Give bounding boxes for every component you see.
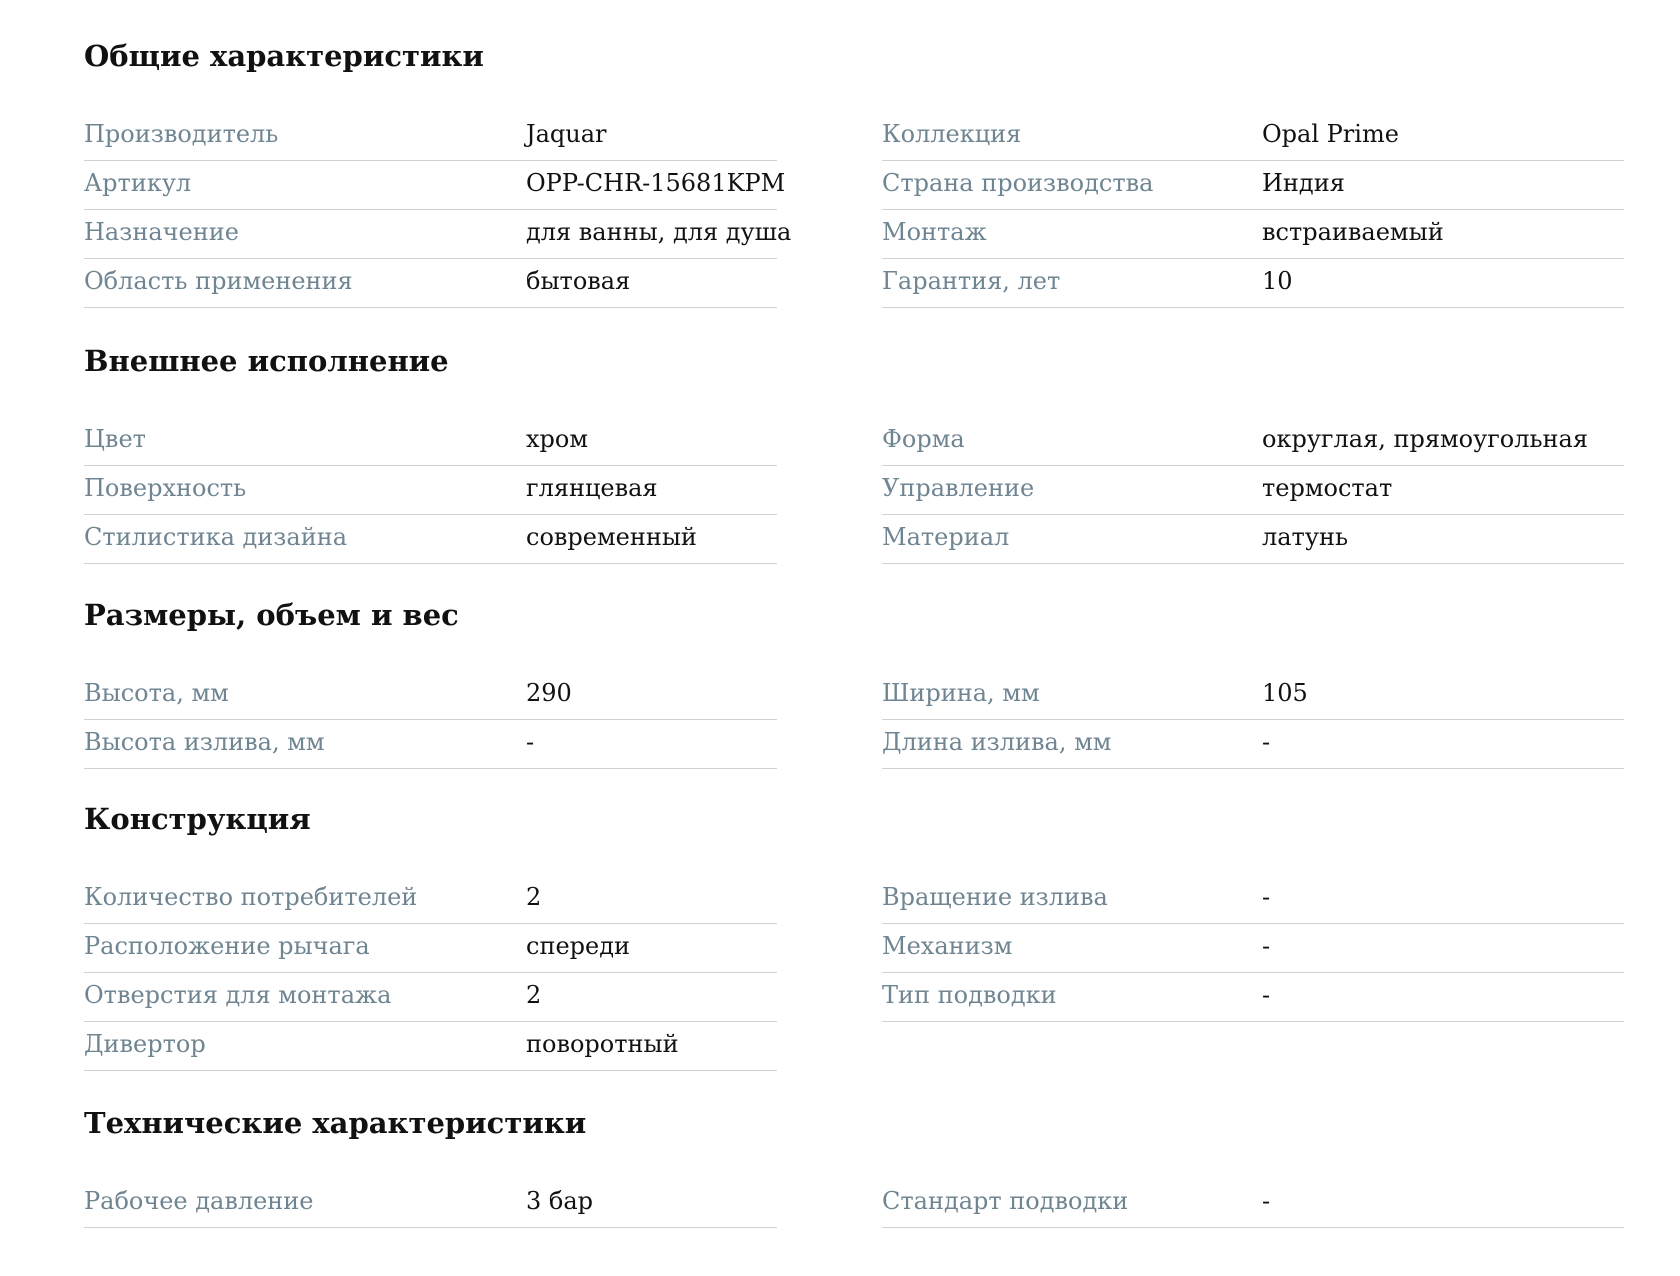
spec-value: Jaquar bbox=[526, 120, 607, 148]
spec-row bbox=[84, 259, 777, 308]
spec-label: Область применения bbox=[84, 267, 353, 295]
spec-value: 10 bbox=[1262, 267, 1293, 295]
spec-row bbox=[882, 259, 1624, 308]
spec-row bbox=[882, 210, 1624, 259]
spec-label: Длина излива, мм bbox=[882, 728, 1112, 756]
spec-row bbox=[84, 924, 777, 973]
spec-label: Цвет bbox=[84, 425, 146, 453]
spec-value: спереди bbox=[526, 932, 630, 960]
spec-row bbox=[882, 417, 1624, 466]
spec-row bbox=[84, 161, 786, 210]
spec-row bbox=[84, 210, 792, 259]
spec-label: Отверстия для монтажа bbox=[84, 981, 392, 1009]
spec-label: Стилистика дизайна bbox=[84, 523, 348, 551]
spec-value: современный bbox=[526, 523, 697, 551]
spec-row bbox=[882, 671, 1624, 720]
section-title: Конструкция bbox=[84, 802, 311, 836]
spec-value: 2 bbox=[526, 883, 542, 911]
spec-value: - bbox=[1262, 981, 1271, 1009]
spec-row bbox=[84, 466, 777, 515]
spec-label: Артикул bbox=[84, 169, 192, 197]
spec-label: Рабочее давление bbox=[84, 1187, 314, 1215]
spec-value: 2 bbox=[526, 981, 542, 1009]
spec-label: Гарантия, лет bbox=[882, 267, 1061, 295]
spec-value: глянцевая bbox=[526, 474, 658, 502]
spec-label: Поверхность bbox=[84, 474, 247, 502]
spec-row bbox=[84, 973, 777, 1022]
spec-column-left bbox=[84, 875, 777, 1071]
spec-row bbox=[84, 720, 777, 769]
spec-label: Форма bbox=[882, 425, 965, 453]
spec-value: Opal Prime bbox=[1262, 120, 1399, 148]
spec-value: термостат bbox=[1262, 474, 1393, 502]
spec-label: Ширина, мм bbox=[882, 679, 1040, 707]
spec-row bbox=[84, 112, 777, 161]
spec-label: Дивертор bbox=[84, 1030, 206, 1058]
spec-row bbox=[84, 671, 777, 720]
spec-value: хром bbox=[526, 425, 589, 453]
spec-value: 290 bbox=[526, 679, 572, 707]
spec-column-left bbox=[84, 1179, 777, 1228]
spec-label: Тип подводки bbox=[882, 981, 1057, 1009]
spec-column-right bbox=[882, 112, 1624, 308]
spec-label: Коллекция bbox=[882, 120, 1022, 148]
spec-label: Страна производства bbox=[882, 169, 1154, 197]
spec-row bbox=[84, 875, 777, 924]
spec-value: встраиваемый bbox=[1262, 218, 1444, 246]
spec-value: - bbox=[526, 728, 535, 756]
spec-column-right bbox=[882, 875, 1624, 1022]
spec-label: Высота излива, мм bbox=[84, 728, 325, 756]
spec-row bbox=[882, 515, 1624, 564]
spec-column-right bbox=[882, 1179, 1624, 1228]
spec-label: Назначение bbox=[84, 218, 239, 246]
spec-label: Производитель bbox=[84, 120, 279, 148]
spec-value: - bbox=[1262, 883, 1271, 911]
spec-label: Количество потребителей bbox=[84, 883, 418, 911]
spec-row bbox=[882, 973, 1624, 1022]
spec-row bbox=[882, 1179, 1624, 1228]
spec-row bbox=[882, 466, 1624, 515]
spec-row bbox=[84, 1022, 777, 1071]
spec-value: - bbox=[1262, 1187, 1271, 1215]
spec-label: Расположение рычага bbox=[84, 932, 370, 960]
spec-value: Индия bbox=[1262, 169, 1345, 197]
spec-row bbox=[882, 924, 1624, 973]
spec-row bbox=[882, 161, 1624, 210]
spec-row bbox=[882, 875, 1624, 924]
section-title: Размеры, объем и вес bbox=[84, 598, 459, 632]
spec-label: Вращение излива bbox=[882, 883, 1108, 911]
spec-row bbox=[84, 515, 777, 564]
spec-column-right bbox=[882, 671, 1624, 769]
spec-value: округлая, прямоугольная bbox=[1262, 425, 1588, 453]
spec-value: 105 bbox=[1262, 679, 1308, 707]
spec-column-left bbox=[84, 112, 792, 308]
spec-value: поворотный bbox=[526, 1030, 679, 1058]
spec-row bbox=[882, 720, 1624, 769]
spec-label: Монтаж bbox=[882, 218, 987, 246]
spec-value: OPP-CHR-15681KPM bbox=[526, 169, 786, 197]
spec-label: Материал bbox=[882, 523, 1010, 551]
spec-value: - bbox=[1262, 728, 1271, 756]
spec-row bbox=[84, 417, 777, 466]
spec-value: латунь bbox=[1262, 523, 1349, 551]
spec-column-left bbox=[84, 671, 777, 769]
spec-label: Механизм bbox=[882, 932, 1013, 960]
spec-row bbox=[84, 1179, 777, 1228]
spec-value: бытовая bbox=[526, 267, 631, 295]
spec-row bbox=[882, 112, 1624, 161]
spec-column-right bbox=[882, 417, 1624, 564]
spec-label: Управление bbox=[882, 474, 1035, 502]
spec-label: Стандарт подводки bbox=[882, 1187, 1129, 1215]
spec-value: для ванны, для душа bbox=[526, 218, 792, 246]
section-title: Технические характеристики bbox=[84, 1106, 587, 1140]
section-title: Внешнее исполнение bbox=[84, 344, 449, 378]
spec-label: Высота, мм bbox=[84, 679, 229, 707]
spec-value: 3 бар bbox=[526, 1187, 594, 1215]
spec-value: - bbox=[1262, 932, 1271, 960]
spec-column-left bbox=[84, 417, 777, 564]
section-title: Общие характеристики bbox=[84, 39, 484, 73]
